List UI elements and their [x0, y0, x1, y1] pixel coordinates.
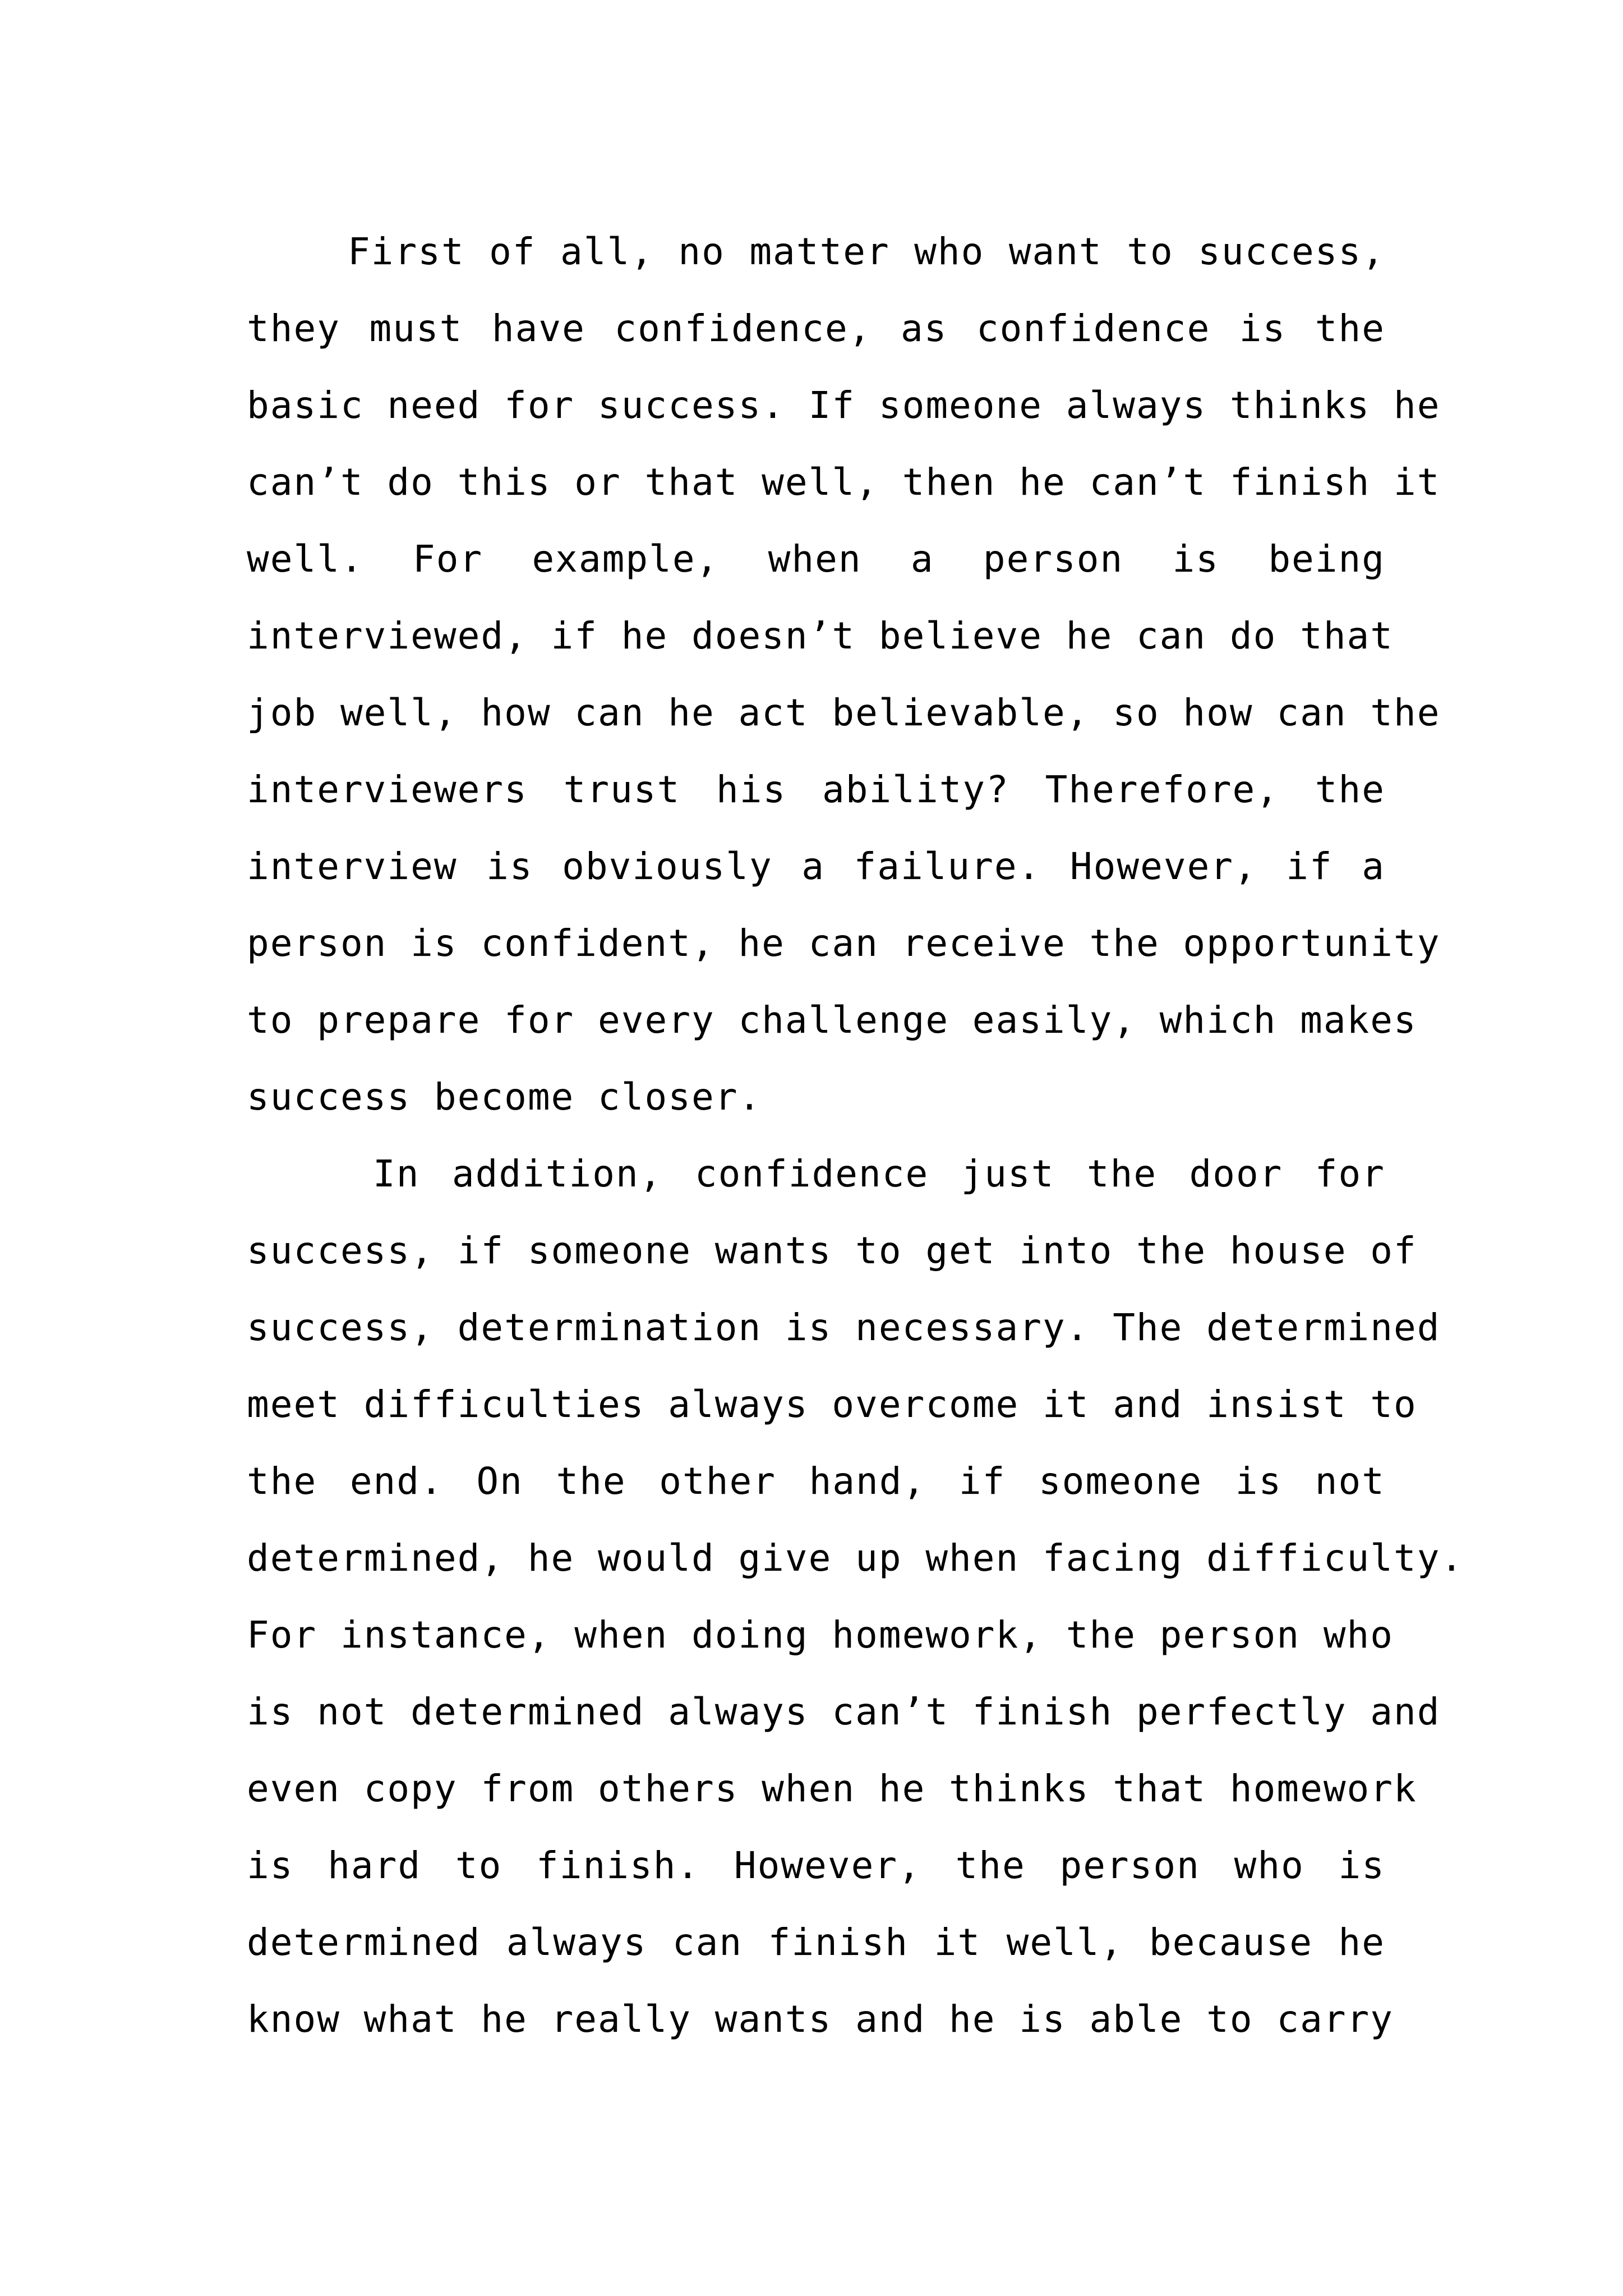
text-line: is not determined always can’t finish perfectly and — [247, 1690, 1441, 1733]
text-line: to prepare for every challenge easily, which makes — [247, 999, 1417, 1042]
text-line: the end. On the other hand, if someone is not — [247, 1460, 1385, 1503]
text-line: For instance, when doing homework, the person who — [247, 1613, 1394, 1657]
text-line: person is confident, he can receive the opportunity — [247, 922, 1441, 965]
text-line: even copy from others when he thinks that homework — [247, 1767, 1417, 1810]
text-line: meet difficulties always overcome it and insist to — [247, 1383, 1417, 1426]
body-text — [247, 213, 1464, 2058]
text-line: can’t do this or that well, then he can’t finish it — [247, 461, 1441, 504]
text-line: they must have confidence, as confidence is the — [247, 307, 1385, 350]
text-line: interviewed, if he doesn’t believe he can do that — [247, 614, 1394, 657]
text-line: well. For example, when a person is being — [247, 537, 1385, 581]
text-line: know what he really wants and he is able to carry — [247, 1998, 1394, 2041]
text-line: job well, how can he act believable, so how can the — [247, 691, 1441, 734]
text-line: is hard to finish. However, the person who is — [247, 1844, 1385, 1887]
text-line: First of all, no matter who want to success, — [348, 230, 1385, 273]
text-line: interview is obviously a failure. However, if a — [247, 845, 1385, 888]
text-line: In addition, confidence just the door for — [373, 1152, 1385, 1195]
text-line: success, determination is necessary. The determined — [247, 1306, 1441, 1349]
text-line: interviewers trust his ability? Therefore, the — [247, 768, 1385, 811]
text-line: success become closer. — [247, 1075, 762, 1119]
paragraph — [247, 213, 1441, 1135]
text-line: success, if someone wants to get into the house of — [247, 1229, 1417, 1272]
text-line: determined always can finish it well, because he — [247, 1921, 1385, 1964]
text-line: basic need for success. If someone always thinks he — [247, 384, 1441, 427]
text-line: determined, he would give up when facing difficulty. — [247, 1536, 1464, 1580]
paragraph — [247, 1135, 1464, 2058]
